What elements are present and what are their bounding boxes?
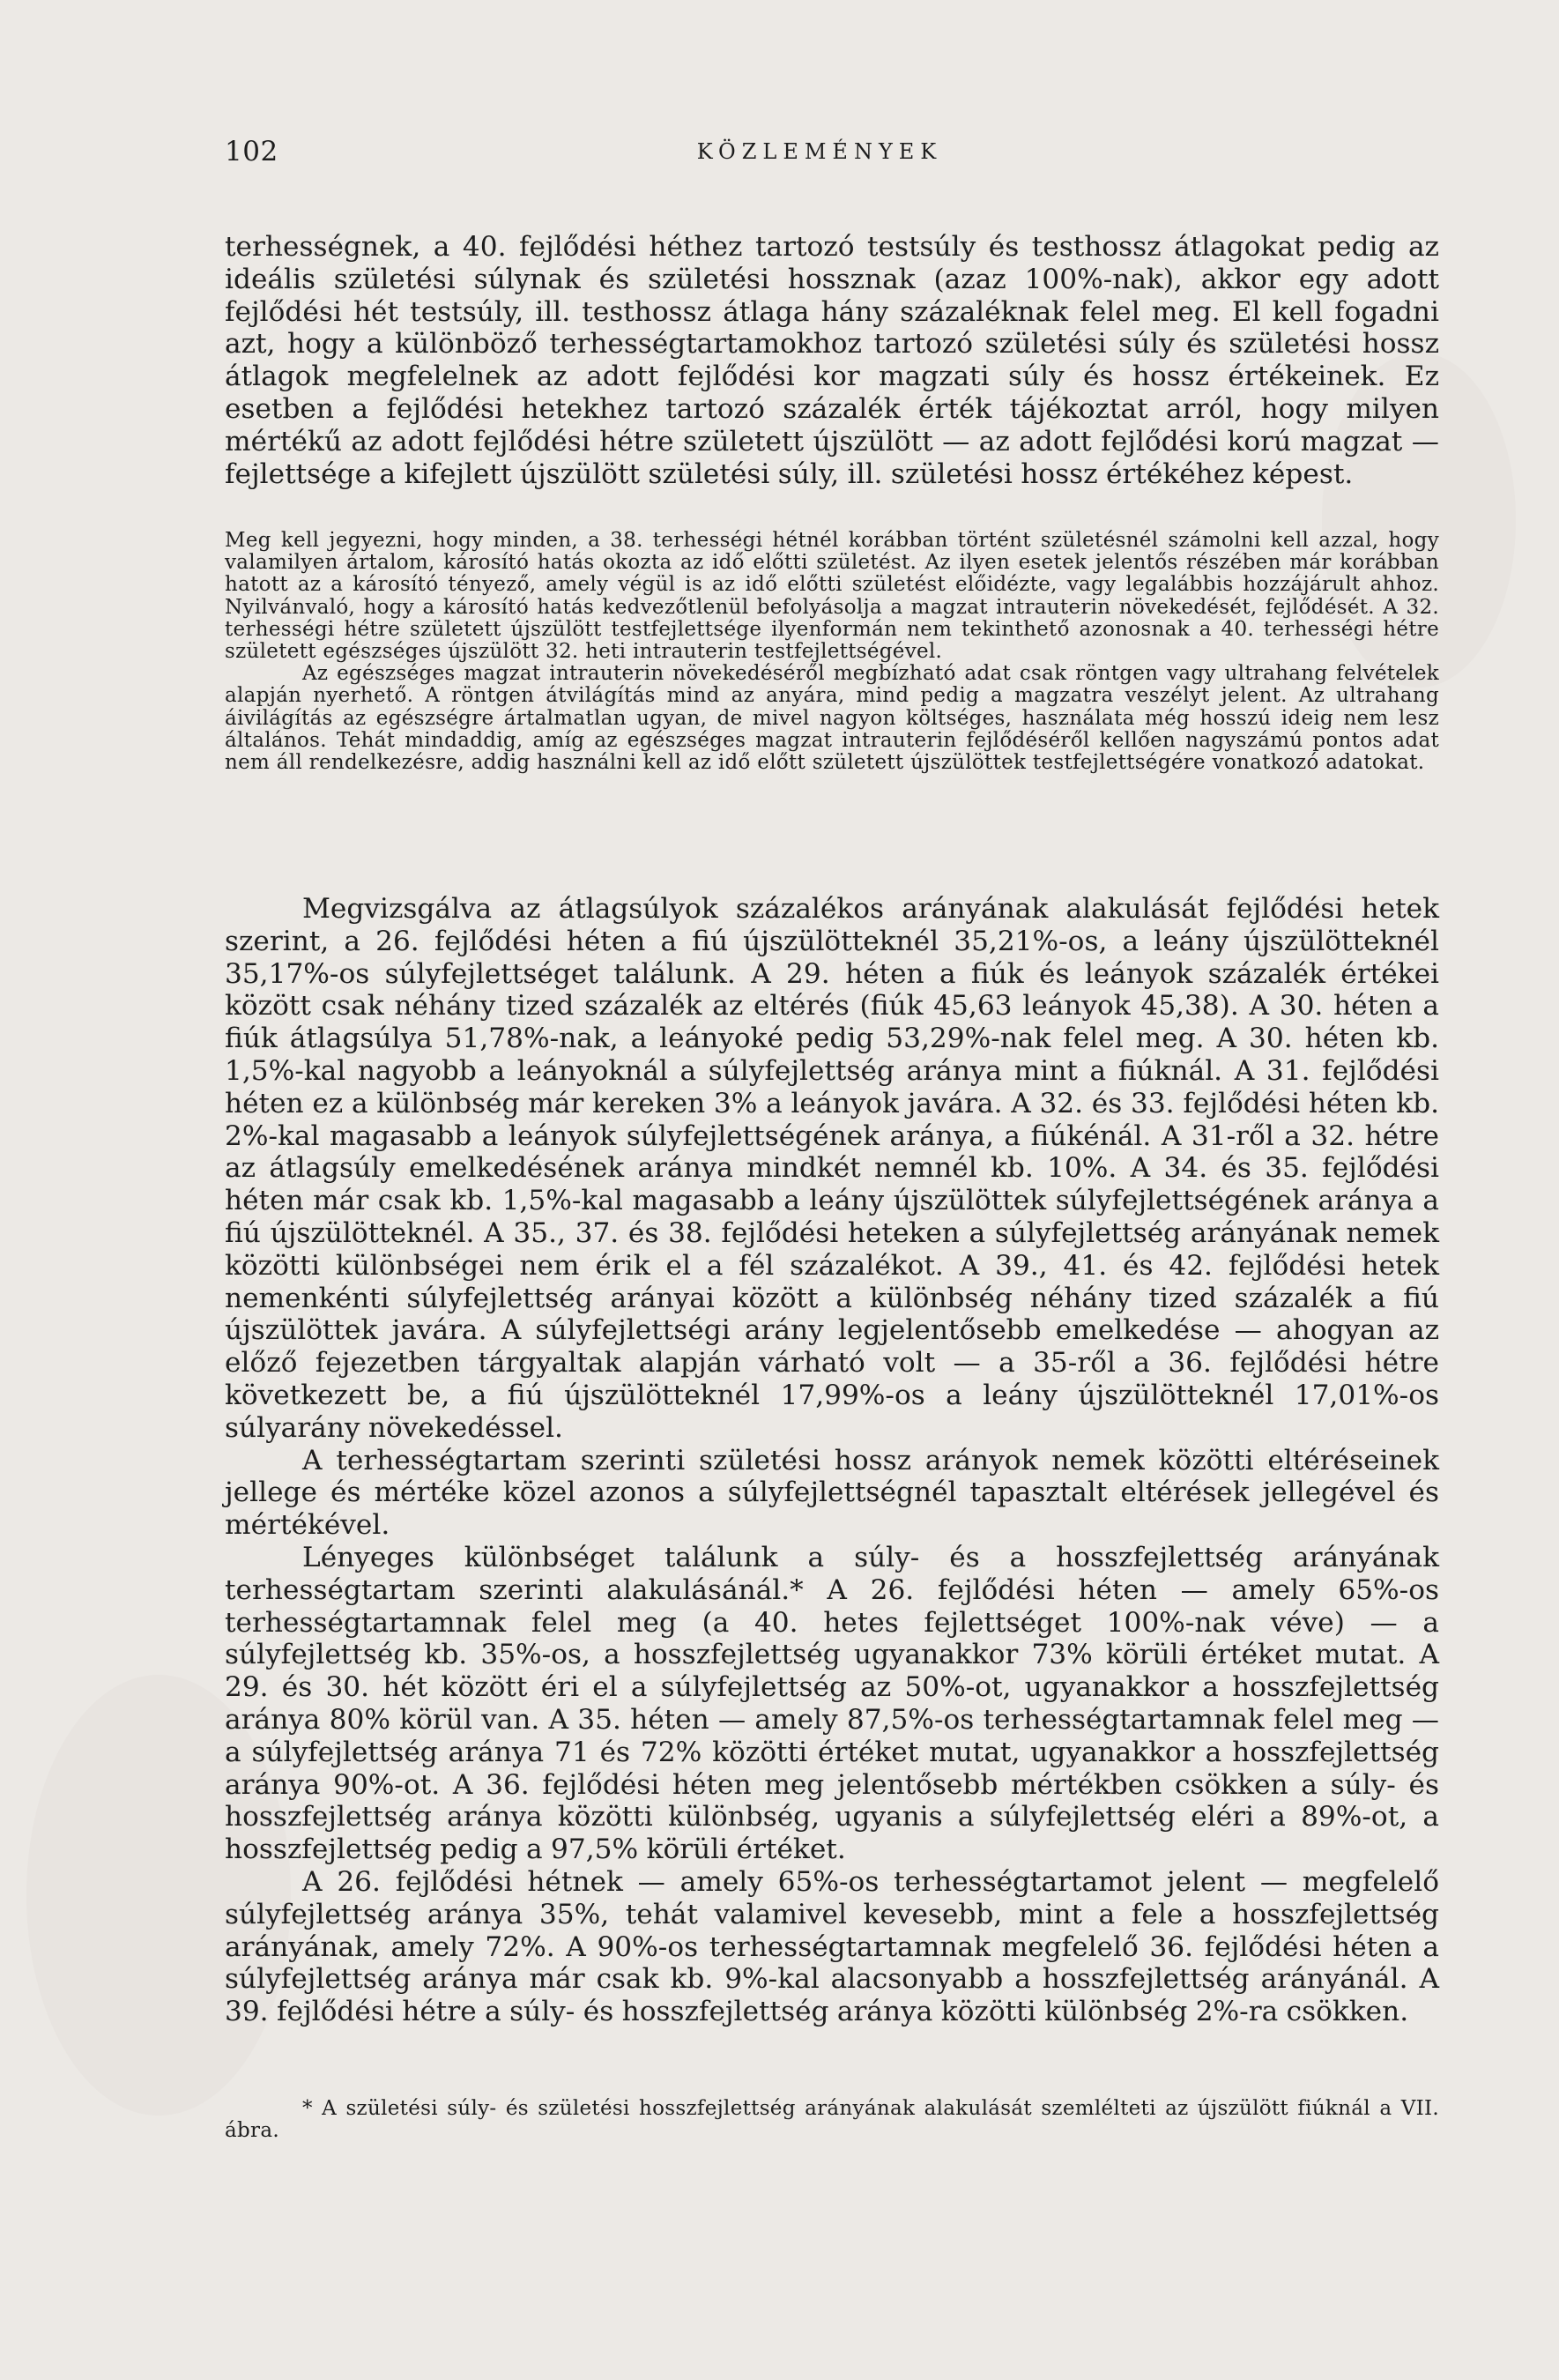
paragraph: Megvizsgálva az átlagsúlyok százalékos arányának alakulását fejlődési hetek szerint, a 26. fejlődési héten a fiú újszülötteknél 35,21%-os, a leány újszülötteknél 35,17%-os súlyfejlettséget találunk. A 29. héten a fiúk és leányok százalék értékei között csak néhány tized százalék az eltérés (fiúk 45,63 leányok 45,38). A 30. héten a fiúk átlagsúlya 51,78%-nak, a leányoké pedig 53,29%-nak felel meg. A 30. héten kb. 1,5%-kal nagyobb a leányoknál a súlyfejlettség aránya mint a fiúknál. A 31. fejlődési héten ez a különbség már kereken 3% a leányok javára. A 32. és 33. fejlődési héten kb. 2%-kal magasabb a leányok súlyfejlettségének aránya, a fiúkénál. A 31-ről a 32. hétre az átlagsúly emelkedésének aránya mindkét nemnél kb. 10%. A 34. és 35. fejlődési héten már csak kb. 1,5%-kal magasabb a leány újszülöttek súlyfejlettségének aránya a fiú újszülötteknél. A 35., 37. és 38. fejlődési heteken a súlyfejlettség arányának nemek közötti különbségei nem érik el a fél százalékot. A 39., 41. és 42. fejlődési hetek nemenkénti súlyfejlettség arányai között a különbség néhány tized százalék a fiú újszülöttek javára. A súlyfejlettségi arány legjelentősebb emelkedése — ahogyan az előző fejezetben tárgyaltak alapján várható volt — a 35-ről a 36. fejlődési hétre következett be, a fiú újszülötteknél 17,99%-os a leány újszülötteknél 17,01%-os súlyarány növekedéssel. bbox=[225, 893, 1439, 1444]
footnote bbox=[225, 2098, 1439, 2142]
footnote-text: * A születési súly- és születési hosszfejlettség arányának alakulását szemlélteti az újszülött fiúknál a VII. ábra. bbox=[225, 2097, 1439, 2143]
paragraph: terhességnek, a 40. fejlődési héthez tartozó testsúly és testhossz átlagokat pedig az ideális születési súlynak és születési hossznak (azaz 100%-nak), akkor egy adott fejlődési hét testsúly, ill. testhossz átlaga hány százaléknak felel meg. El kell fogadni azt, hogy a különböző terhességtartamokhoz tartozó születési súly és születési hossz átlagok megfelelnek az adott fejlődési kor magzati súly és hossz értékeinek. Ez esetben a fejlődési hetekhez tartozó százalék érték tájékoztat arról, hogy milyen mértékű az adott fejlődési hétre született újszülött — az adott fejlődési korú magzat — fejlettsége a kifejlett újszülött születési súly, ill. születési hossz értékéhez képest. bbox=[225, 231, 1439, 490]
small-paragraph: Az egészséges magzat intrauterin növekedéséről megbízható adat csak röntgen vagy ultrahang felvételek alapján nyerhető. A röntgen átvilágítás mind az anyára, mind pedig a magzatra veszélyt jelent. Az ultrahang áivilágítás az egészségre ártalmatlan ugyan, de mivel nagyon költséges, használata még hosszú ideig nem lesz általános. Tehát mindaddig, amíg az egészséges magzat intrauterin fejlődéséről kellően nagyszámú pontos adat nem áll rendelkezésre, addig használni kell az idő előtt született újszülöttek testfejlettségére vonatkozó adatokat. bbox=[225, 662, 1439, 775]
body-block-2 bbox=[225, 893, 1439, 2028]
page-number: 102 bbox=[225, 136, 278, 167]
body-block-1 bbox=[225, 231, 1439, 490]
running-head: KÖZLEMÉNYEK bbox=[696, 139, 943, 164]
page-header bbox=[225, 134, 1414, 169]
paragraph: A terhességtartam szerinti születési hossz arányok nemek közötti eltéréseinek jellege és mértéke közel azonos a súlyfejlettségnél tapasztalt eltérések jellegével és mértékével. bbox=[225, 1444, 1439, 1542]
small-print-block bbox=[225, 530, 1439, 774]
paragraph: A 26. fejlődési hétnek — amely 65%-os terhességtartamot jelent — megfelelő súlyfejlettség aránya 35%, tehát valamivel kevesebb, mint a fele a hosszfejlettség arányának, amely 72%. A 90%-os terhességtartamnak megfelelő 36. fejlődési héten a súlyfejlettség aránya már csak kb. 9%-kal alacsonyabb a hosszfejlettség arányánál. A 39. fejlődési hétre a súly- és hosszfejlettség aránya közötti különbség 2%-ra csökken. bbox=[225, 1865, 1439, 2028]
small-paragraph: Meg kell jegyezni, hogy minden, a 38. terhességi hétnél korábban történt születésnél számolni kell azzal, hogy valamilyen ártalom, károsító hatás okozta az idő előtti születést. Az ilyen esetek jelentős részében már korábban hatott az a károsító tényező, amely végül is az idő előtti születést előidézte, vagy legalábbis hozzájárult ahhoz. Nyilvánvaló, hogy a károsító hatás kedvezőtlenül befolyásolja a magzat intrauterin növekedését, fejlődését. A 32. terhességi hétre született újszülött testfejlettsége ilyenformán nem tekinthető azonosnak a 40. terhességi hétre született egészséges újszülött 32. heti intrauterin testfejlettségével. bbox=[225, 529, 1439, 664]
paragraph: Lényeges különbséget találunk a súly- és a hosszfejlettség arányának terhességtartam szerinti alakulásánál.* A 26. fejlődési héten — amely 65%-os terhességtartamnak felel meg (a 40. hetes fejlettséget 100%-nak véve) — a súlyfejlettség kb. 35%-os, a hosszfejlettség ugyanakkor 73% körüli értéket mutat. A 29. és 30. hét között éri el a súlyfejlettség az 50%-ot, ugyanakkor a hosszfejlettség aránya 80% körül van. A 35. héten — amely 87,5%-os terhességtartamnak felel meg — a súlyfejlettség aránya 71 és 72% közötti értéket mutat, ugyanakkor a hosszfejlettség aránya 90%-ot. A 36. fejlődési héten meg jelentősebb mértékben csökken a súly- és hosszfejlettség aránya közötti különbség, ugyanis a súlyfejlettség eléri a 89%-ot, a hosszfejlettség pedig a 97,5% körüli értéket. bbox=[225, 1541, 1439, 1866]
